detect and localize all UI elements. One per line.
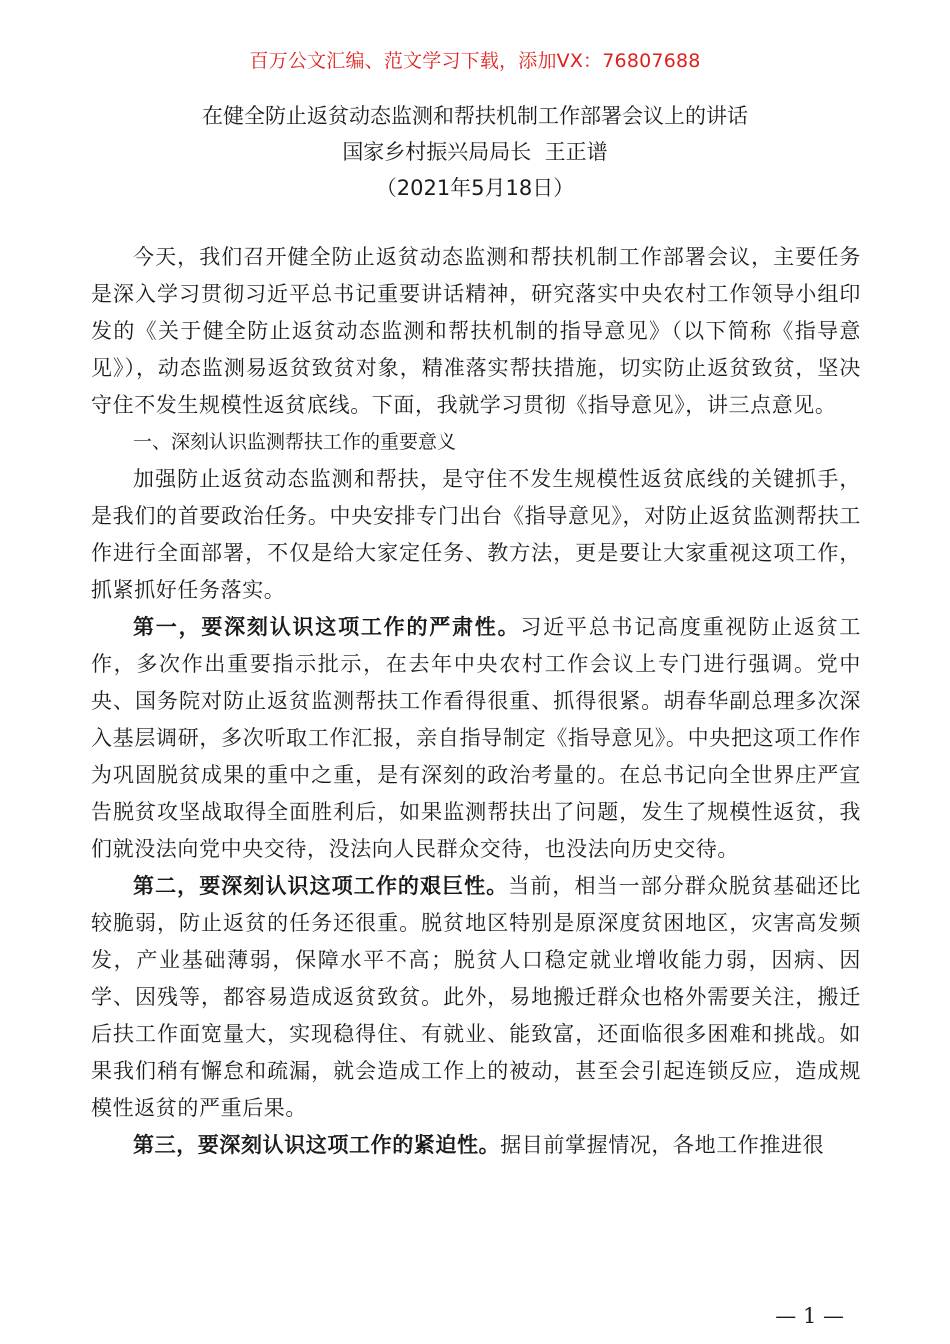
speaker-line: 国家乡村振兴局局长 王正谱 <box>342 140 608 164</box>
third-point-text: 据目前掌握情况，各地工作推进很 <box>500 1133 825 1157</box>
title-block <box>0 98 950 206</box>
second-point-text: 当前，相当一部分群众脱贫基础还比较脆弱，防止返贫的任务还很重。脱贫地区特别是原深度贫困地区，灾害高发频发，产业基础薄弱，保障水平不高；脱贫人口稳定就业增收能力弱，因病、因学、因残等，都容易造成返贫致贫。此外，易地搬迁群众也格外需要关注，搬迁后扶工作面宽量大，实现稳得住、有就业、能致富，还面临很多困难和挑战。如果我们稍有懈怠和疏漏，就会造成工作上的被动，甚至会引起连锁反应，造成规模性返贫的严重后果。 <box>91 874 861 1120</box>
speech-title: 在健全防止返贫动态监测和帮扶机制工作部署会议上的讲话 <box>202 104 748 128</box>
speech-date: （2021年5月18日） <box>375 176 575 200</box>
paragraph-intro: 今天，我们召开健全防止返贫动态监测和帮扶机制工作部署会议，主要任务是深入学习贯彻习近平总书记重要讲话精神，研究落实中央农村工作领导小组印发的《关于健全防止返贫动态监测和帮扶机制的指导意见》（以下简称《指导意见》），动态监测易返贫致贫对象，精准落实帮扶措施，切实防止返贫致贫，坚决守住不发生规模性返贫底线。下面，我就学习贯彻《指导意见》，讲三点意见。 <box>91 245 861 417</box>
second-point-lead: 第二，要深刻认识这项工作的艰巨性。 <box>133 874 509 898</box>
paragraph-first-point <box>91 609 861 868</box>
section-heading-1: 一、深刻认识监测帮扶工作的重要意义 <box>133 431 457 453</box>
document-body <box>91 239 861 1164</box>
page-number: — 1 — <box>775 1304 844 1328</box>
paragraph-third-point <box>91 1127 861 1164</box>
paragraph-second-point <box>91 868 861 1127</box>
first-point-lead: 第一，要深刻认识这项工作的严肃性。 <box>133 615 521 639</box>
first-point-text: 习近平总书记高度重视防止返贫工作，多次作出重要指示批示，在去年中央农村工作会议上专门进行强调。党中央、国务院对防止返贫监测帮扶工作看得很重、抓得很紧。胡春华副总理多次深入基层调研，多次听取工作汇报，亲自指导制定《指导意见》。中央把这项工作作为巩固脱贫成果的重中之重，是有深刻的政治考量的。在总书记向全世界庄严宣告脱贫攻坚战取得全面胜利后，如果监测帮扶出了问题，发生了规模性返贫，我们就没法向党中央交待，没法向人民群众交待，也没法向历史交待。 <box>91 615 862 861</box>
promo-banner: 百万公文汇编、范文学习下载，添加VX：76807688 <box>249 50 701 72</box>
paragraph-significance: 加强防止返贫动态监测和帮扶，是守住不发生规模性返贫底线的关键抓手，是我们的首要政治任务。中央安排专门出台《指导意见》，对防止返贫监测帮扶工作进行全面部署，不仅是给大家定任务、教方法，更是要让大家重视这项工作，抓紧抓好任务落实。 <box>91 467 861 602</box>
third-point-lead: 第三，要深刻认识这项工作的紧迫性。 <box>133 1133 501 1157</box>
